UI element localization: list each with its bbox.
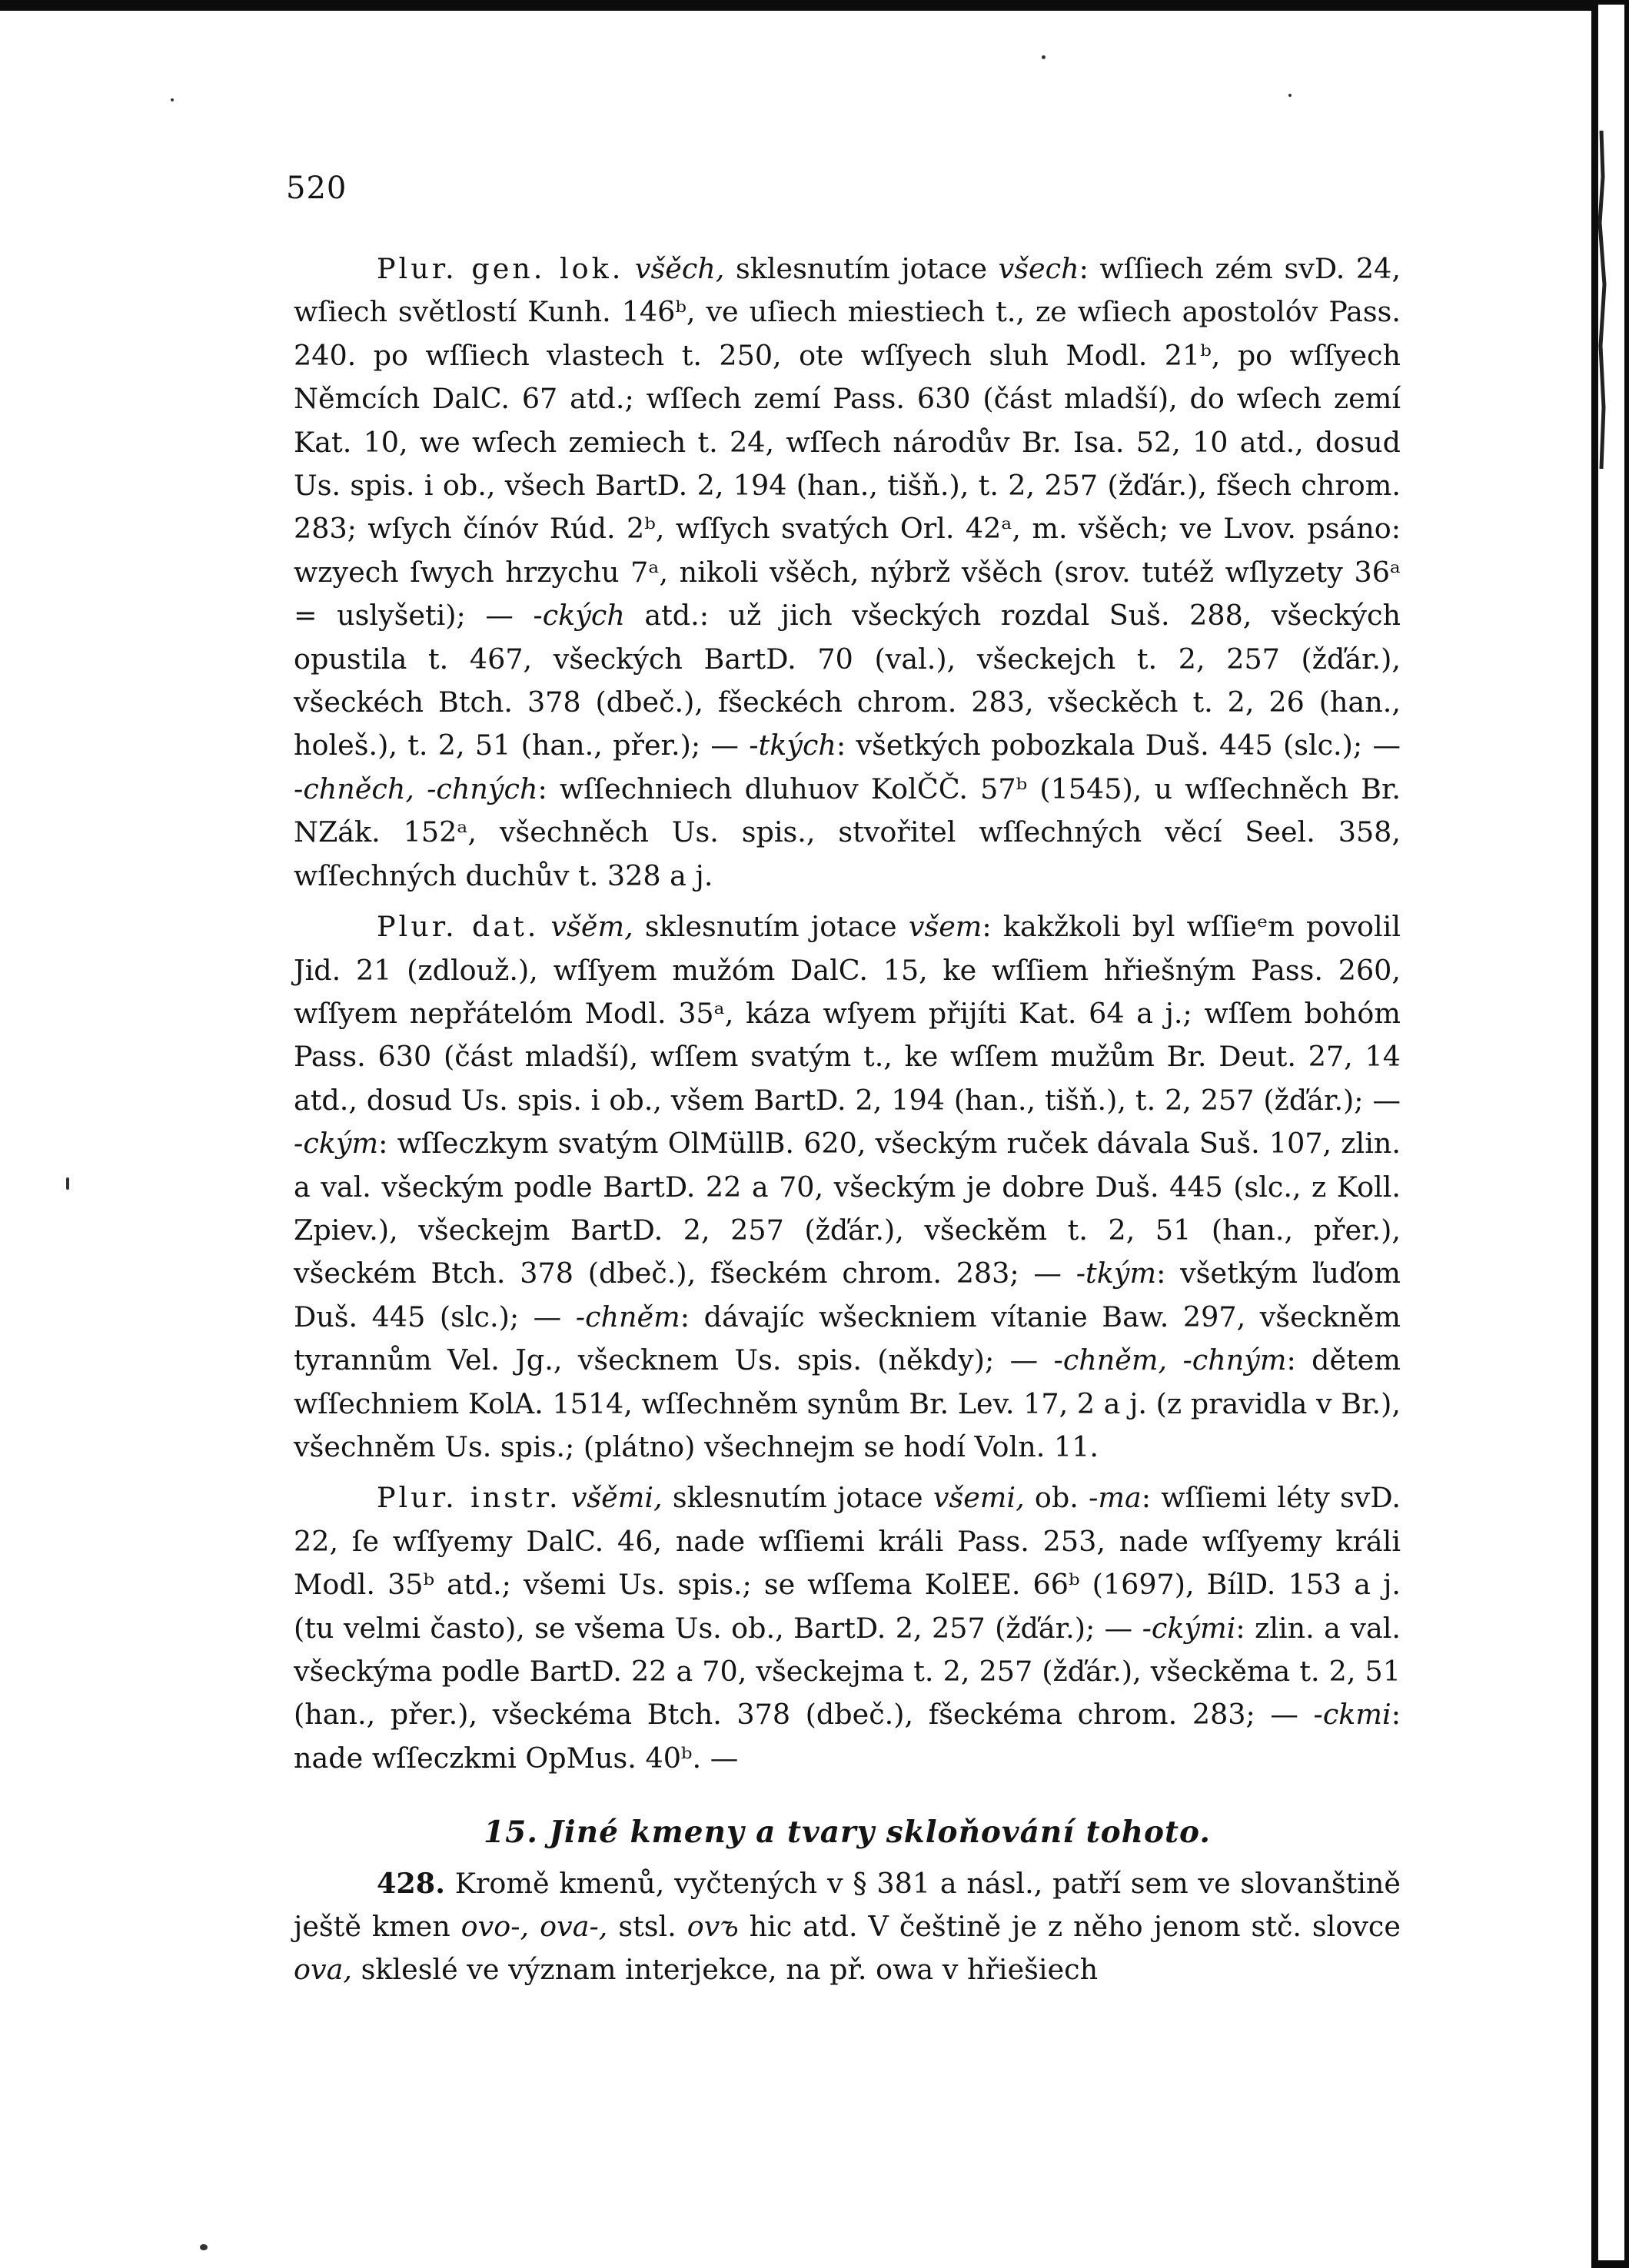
italic-form: ova, [294,1953,352,1987]
text-run: : wſſechniech dluhuov KolČČ. 57ᵇ (1545), u wſſechněch Br. NZák. 152ᵃ, všechněch Us. spis., stvořitel wſſechných věcí Seel. 358, wſſechných duchův t. 328 a j. [294,772,1401,892]
section-number: 428. [377,1866,445,1900]
scan-speck [171,98,174,101]
italic-form: ovъ [687,1910,739,1944]
italic-form: -ma [1089,1481,1142,1515]
binding-stitch-mark [1595,131,1611,469]
italic-form: všěch, [634,252,725,285]
text-run: : všetkým ľuďom Duš. 445 (slc.); — [294,1257,1401,1333]
scan-speck [1042,55,1046,59]
text-run: : nade wſſeczkmi OpMus. 40ᵇ. — [294,1698,1401,1775]
italic-form: -ckými [1142,1611,1236,1645]
text-run: hic atd. V češtině je z něho jenom stč. slovce [738,1910,1401,1944]
scan-speck [66,1177,69,1190]
italic-form: -chněm [575,1300,680,1333]
spaced-case-label: Plur. dat. [377,910,540,944]
scan-speck [1288,94,1292,97]
italic-form: všech [998,252,1079,285]
text-run: skleslé ve význam interjekce, na př. owa v hřiešiech [351,1953,1099,1987]
paragraph-428 [294,1862,1401,1992]
text-run: atd.: už jich všeckých rozdal Suš. 288, všeckých opustila t. 467, všeckých BartD. 70 (val.), všeckejch t. 2, 257 (žďár.), všeckéch Btch. 378 (dbeč.), fšeckéch chrom. 283, všeckěch t. 2, 26 (han., holeš.), t. 2, 51 (han., přer.); — [294,599,1401,762]
scan-speck [200,2244,208,2250]
paragraph-plur-gen-lok [294,247,1401,898]
italic-form: všem [908,910,982,944]
italic-form: -chněm, -chným [1053,1343,1287,1377]
text-run: : wſſiemi léty svD. 22, ſe wſſyemy DalC. 46, nade wſſiemi králi Pass. 253, nade wſſyemy králi Modl. 35ᵇ atd.; všemi Us. spis.; se wſſema KolEE. 66ᵇ (1697), BílD. 153 a j. (tu velmi často), se všema Us. ob., BartD. 2, 257 (žďár.); — [294,1481,1401,1645]
italic-form: -tkým [1075,1257,1157,1290]
scan-top-border [0,0,1629,11]
text-run: : wſſeczkym svatým OlMüllB. 620, všeckým ruček dávala Suš. 107, zlin. a val. všeckým podle BartD. 22 a 70, všeckým je dobre Duš. 445 (slc., z Koll. Zpiev.), všeckejm BartD. 2, 257 (žďár.), všeckěm t. 2, 51 (han., přer.), všeckém Btch. 378 (dbeč.), fšeckém chrom. 283; — [294,1127,1401,1290]
text-run [539,910,550,943]
italic-form: -ckmi [1313,1698,1391,1732]
text-run: : dětem wſſechniem KolA. 1514, wſſechněm synům Br. Lev. 17, 2 a j. (z pravidla v Br.), všechněm Us. spis.; (plátno) všechnejm se hodí Voln. 11. [294,1343,1401,1463]
italic-form: všěm, [550,910,633,944]
text-run: ob. [1024,1481,1089,1515]
italic-form: -ckým [294,1127,379,1161]
text-run: sklesnutím jotace [662,1481,933,1515]
italic-form: -ckých [533,599,625,633]
text-run: : kakžkoli byl wſſieᵉm povolil Jid. 21 (zdlouž.), wſſyem mužóm DalC. 15, ke wſſiem hřiešným Pass. 260, wſſyem nepřátelóm Modl. 35ᵃ, káza wſyem přijíti Kat. 64 a j.; wſſem bohóm Pass. 630 (část mladší), wſſem svatým t., ke wſſem mužům Br. Deut. 27, 14 atd., dosud Us. spis. i ob., všem BartD. 2, 194 (han., tišň.), t. 2, 257 (žďár.); — [294,910,1401,1117]
text-run: stsl. [607,1910,687,1944]
text-run: : všetkých pobozkala Duš. 445 (slc.); — [836,729,1401,762]
text-run: sklesnutím jotace [633,910,909,944]
text-run: Kromě kmenů, vyčtených v § 381 a násl., patří sem ve slovanštině ještě kmen [294,1866,1401,1944]
page-number: 520 [286,171,347,206]
page-body [294,247,1401,1992]
italic-form: všemi, [933,1481,1025,1515]
spaced-case-label: Plur. gen. lok. [377,252,624,285]
spaced-case-label: Plur. instr. [377,1481,561,1515]
text-run [561,1481,571,1514]
italic-form: všěmi, [570,1481,663,1515]
text-run: : wſſiech zém svD. 24, wſiech světlostí Kunh. 146ᵇ, ve uſiech miestiech t., ze wſiech apostolóv Pass. 240. po wſſiech vlastech t. 250, ote wſſyech sluh Modl. 21ᵇ, po wſſyech Němcích DalC. 67 atd.; wſſech zemí Pass. 630 (část mladší), do wſech zemí Kat. 10, we wſech zemiech t. 24, wſſech národův Br. Isa. 52, 10 atd., dosud Us. spis. i ob., všech BartD. 2, 194 (han., tišň.), t. 2, 257 (žďár.), fšech chrom. 283; wſych čínóv Rúd. 2ᵇ, wſſych svatých Orl. 42ᵃ, m. všěch; ve Lvov. psáno: wzyech ſwych hrzychu 7ᵃ, nikoli všěch, nýbrž všěch (srov. tutéž wſlyzety 36ᵃ = uslyšeti); — [294,252,1401,633]
paragraph-plur-dat [294,905,1401,1469]
italic-form: -tkých [749,729,836,762]
text-run: : zlin. a val. všeckýma podle BartD. 22 a 70, všeckejma t. 2, 257 (žďár.), všeckěma t. 2, 51 (han., přer.), všeckéma Btch. 378 (dbeč.), fšeckéma chrom. 283; — [294,1611,1401,1732]
text-run [623,252,635,285]
italic-form: -chněch, -chných [294,772,538,805]
text-run: sklesnutím jotace [724,252,999,285]
section-heading: 15. Jiné kmeny a tvary skloňování tohoto. [484,1815,1211,1851]
text-run: : dávajíc wšeckniem vítanie Baw. 297, všeckněm tyrannům Vel. Jg., všecknem Us. spis. (někdy); — [294,1300,1401,1377]
paragraph-plur-instr [294,1476,1401,1780]
italic-form: ovo-, ova-, [460,1910,608,1944]
